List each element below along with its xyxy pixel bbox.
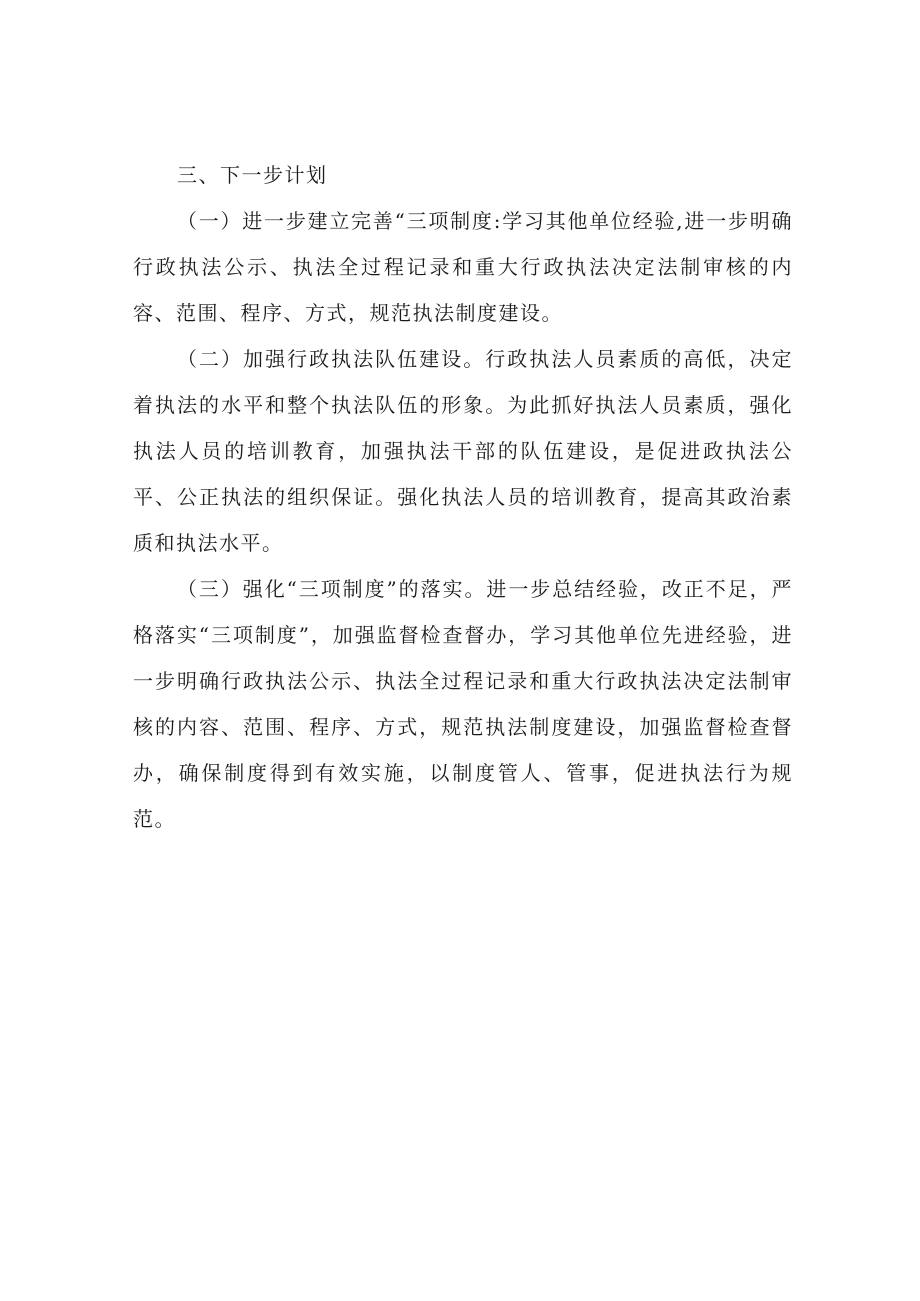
document-body <box>133 152 793 842</box>
paragraph-3: （三）强化“三项制度”的落实。进一步总结经验，改正不足，严格落实“三项制度”，加强监督检查督办，学习其他单位先进经验，进一步明确行政执法公示、执法全过程记录和重大行政执法决定法制审核的内容、范围、程序、方式，规范执法制度建设，加强监督检查督办，确保制度得到有效实施，以制度管人、管事，促进执法行为规范。 <box>133 577 793 831</box>
paragraph-1: （一）进一步建立完善“三项制度:学习其他单位经验,进一步明确行政执法公示、执法全过程记录和重大行政执法决定法制审核的内容、范围、程序、方式，规范执法制度建设。 <box>133 209 793 325</box>
section-heading: 三、下一步计划 <box>177 163 328 187</box>
paragraph-2: （二）加强行政执法队伍建设。行政执法人员素质的高低，决定着执法的水平和整个执法队伍的形象。为此抓好执法人员素质，强化执法人员的培训教育，加强执法干部的队伍建设，是促进政执法公平、公正执法的组织保证。强化执法人员的培训教育，提高其政治素质和执法水平。 <box>133 347 793 555</box>
